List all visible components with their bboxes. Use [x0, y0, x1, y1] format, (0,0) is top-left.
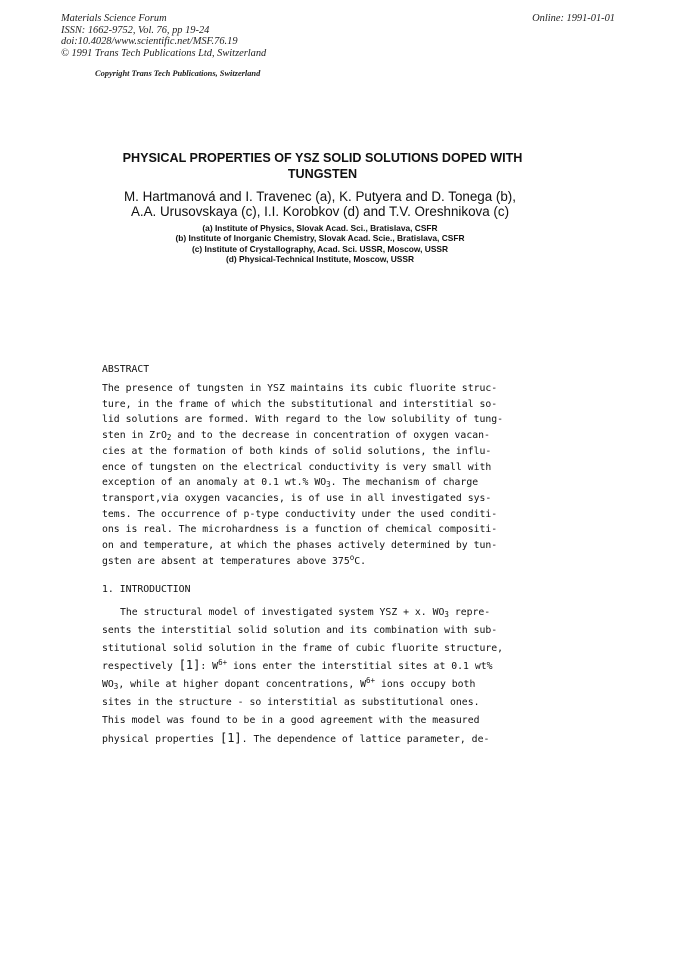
abstract-line: sten in ZrO$_2$ and to the decrease in concentration of oxygen vacan-	[102, 430, 490, 443]
abstract-line: lid solutions are formed. With regard to the low solubility of tung-	[102, 414, 504, 426]
journal-name: Materials Science Forum	[61, 13, 167, 24]
citation-ref: [1]	[219, 730, 242, 745]
intro-line: sents the interstitial solid solution and its combination with sub-	[102, 624, 498, 636]
authors-line-1: M. Hartmanová and I. Travenec (a), K. Putyera and D. Tonega (b),	[124, 189, 516, 204]
intro-line: sites in the structure - so interstitial as substitutional ones.	[102, 696, 480, 708]
abstract-line: ture, in the frame of which the substitutional and interstitial so-	[102, 398, 498, 410]
introduction-heading: 1. INTRODUCTION	[102, 584, 191, 595]
intro-line: $WO_3$, while at higher dopant concentrations, $W^{6+}$ ions occupy both	[102, 676, 476, 692]
abstract-line: ons is real. The microhardness is a function of chemical compositi-	[102, 524, 498, 536]
title-line-1: PHYSICAL PROPERTIES OF YSZ SOLID SOLUTIONS DOPED WITH	[122, 151, 523, 165]
abstract-body	[102, 381, 542, 569]
abstract-line: The presence of tungsten in YSZ maintains its cubic fluorite struc-	[102, 383, 498, 394]
authors-line-2: A.A. Urusovskaya (c), I.I. Korobkov (d) and T.V. Oreshnikova (c)	[130, 204, 510, 219]
copyright-notice: Copyright Trans Tech Publications, Switzerland	[95, 69, 261, 78]
intro-line: physical properties [1]. The dependence of lattice parameter, de-	[102, 730, 490, 745]
abstract-line: on and temperature, at which the phases actively determined by tun-	[102, 540, 498, 552]
affiliation-a: (a) Institute of Physics, Slovak Acad. Sci., Bratislava, CSFR	[202, 223, 438, 233]
introduction-body	[102, 604, 542, 748]
abstract-line: cies at the formation of both kinds of solid solutions, the influ-	[102, 445, 492, 457]
abstract-line: exception of an anomaly at 0.1 wt.% $WO_3$. The mechanism of charge	[102, 477, 479, 490]
publisher-line: © 1991 Trans Tech Publications Ltd, Switzerland	[61, 47, 267, 59]
abstract-line: ence of tungsten on the electrical conductivity is very small with	[102, 461, 492, 473]
issn-line: ISSN: 1662-9752, Vol. 76, pp 19-24	[61, 24, 210, 36]
publication-header	[61, 13, 266, 59]
affiliation-b: (b) Institute of Inorganic Chemistry, Slovak Acad. Scie., Bratislava, CSFR	[175, 233, 465, 244]
affiliation-c: (c) Institute of Crystallography, Acad. Sci. USSR, Moscow, USSR	[191, 243, 449, 254]
abstract-line: tems. The occurrence of p-type conductivity under the used conditi-	[102, 508, 498, 520]
citation-ref: [1]	[178, 658, 201, 673]
abstract-heading: ABSTRACT	[102, 364, 150, 375]
paper-title	[100, 150, 545, 182]
affiliation-d: (d) Physical-Technical Institute, Moscow, USSR	[225, 253, 414, 264]
affiliations	[120, 223, 520, 264]
doi-line: doi:10.4028/www.scientific.net/MSF.76.19	[61, 36, 238, 48]
author-list	[110, 189, 530, 219]
intro-line: stitutional solid solution in the frame of cubic fluorite structure,	[102, 642, 504, 654]
abstract-line: transport,via oxygen vacancies, is of use in all investigated sys-	[102, 492, 492, 504]
intro-line: respectively [1]: $W^{6+}$ ions enter the interstitial sites at 0.1 wt%	[102, 658, 493, 673]
abstract-line: gsten are absent at temperatures above 375$^o$C.	[102, 552, 367, 567]
online-date: Online: 1991-01-01	[532, 13, 615, 24]
intro-line: The structural model of investigated system YSZ + x. $WO_3$ repre-	[120, 607, 491, 619]
intro-line: This model was found to be in a good agreement with the measured	[102, 714, 480, 726]
title-line-2: TUNGSTEN	[287, 167, 358, 181]
